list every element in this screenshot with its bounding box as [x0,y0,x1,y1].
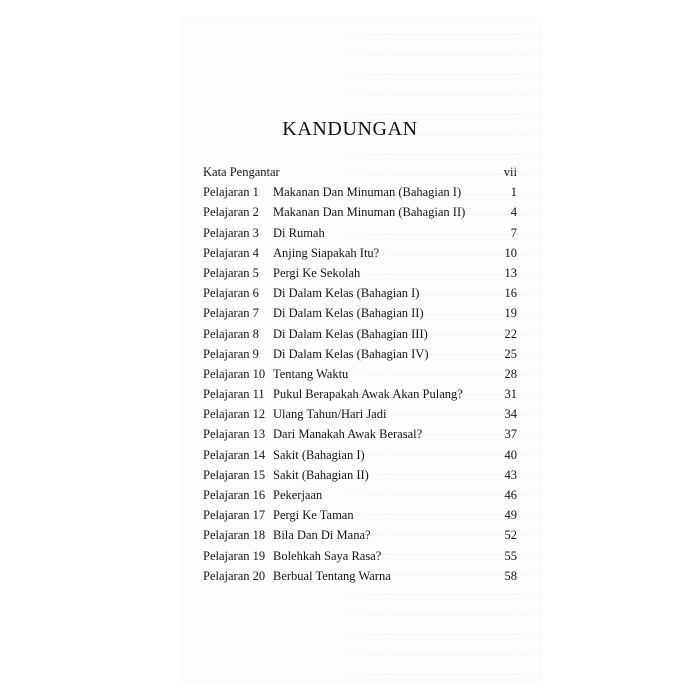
page-number: 43 [504,467,517,482]
toc-row [203,303,517,323]
page-number: 19 [504,306,517,321]
preface-label: Kata Pengantar [203,165,280,179]
lesson-title: Bolehkah Saya Rasa? [273,548,382,563]
page-number: 13 [504,265,517,280]
lesson-number: Pelajaran 10 [203,366,266,381]
table-of-contents [203,162,517,586]
lesson-number: Pelajaran 7 [203,306,259,321]
lesson-number: Pelajaran 4 [203,245,259,260]
toc-row [203,384,517,404]
page-number: 55 [504,548,517,563]
page-number: 49 [504,508,517,523]
page-title: KANDUNGAN [282,118,418,140]
lesson-number: Pelajaran 5 [203,265,259,280]
lesson-title: Pergi Ke Sekolah [273,265,361,280]
lesson-title: Di Dalam Kelas (Bahagian IV) [273,346,429,361]
lesson-number: Pelajaran 17 [203,508,266,523]
preface-page-number: vii [503,165,517,179]
lesson-title: Pukul Berapakah Awak Akan Pulang? [273,387,463,402]
lesson-number: Pelajaran 3 [203,225,259,240]
lesson-number: Pelajaran 11 [203,387,265,402]
lesson-number: Pelajaran 1 [203,185,259,200]
lesson-number: Pelajaran 20 [203,568,266,583]
page-number: 46 [504,488,517,502]
lesson-title: Dari Manakah Awak Berasal? [273,427,423,442]
page-number: 1 [510,185,517,200]
lesson-title: Sakit (Bahagian II) [273,467,369,482]
lesson-number: Pelajaran 13 [203,427,266,442]
lesson-title: Di Dalam Kelas (Bahagian III) [273,326,428,341]
toc-row [203,223,517,243]
page-number: 31 [504,387,517,402]
lesson-number: Pelajaran 6 [203,286,259,301]
toc-preface-row [203,162,517,182]
lesson-number: Pelajaran 2 [203,205,259,220]
lesson-title: Ulang Tahun/Hari Jadi [273,407,387,422]
toc-row [203,283,517,303]
page-number: 7 [510,225,517,240]
toc-row [203,202,517,222]
page-number: 16 [504,286,517,301]
page-number: 37 [504,427,517,442]
page-number: 34 [504,407,517,422]
toc-row [203,505,517,525]
lesson-title: Berbual Tentang Warna [273,568,391,583]
page-number: 52 [504,528,517,543]
toc-row [203,424,517,444]
toc-row [203,485,517,505]
lesson-title: Makanan Dan Minuman (Bahagian II) [273,205,466,220]
lesson-title: Di Dalam Kelas (Bahagian I) [273,286,420,301]
lesson-number: Pelajaran 8 [203,326,259,341]
toc-row [203,364,517,384]
lesson-number: Pelajaran 18 [203,528,266,543]
toc-row [203,404,517,424]
lesson-title: Makanan Dan Minuman (Bahagian I) [273,185,462,200]
page-number: 58 [504,568,517,583]
toc-row [203,465,517,485]
toc-row [203,566,517,586]
lesson-number: Pelajaran 14 [203,447,266,462]
lesson-title: Bila Dan Di Mana? [273,528,371,543]
lesson-title: Di Rumah [273,225,325,240]
lesson-number: Pelajaran 9 [203,346,259,361]
toc-row [203,263,517,283]
lesson-number: Pelajaran 16 [203,488,266,502]
toc-row [203,525,517,545]
page-number: 22 [504,326,517,341]
lesson-number: Pelajaran 12 [203,407,266,422]
page-number: 10 [504,245,517,260]
lesson-number: Pelajaran 15 [203,467,266,482]
lesson-title: Di Dalam Kelas (Bahagian II) [273,306,424,321]
lesson-title: Tentang Waktu [273,366,349,381]
page-number: 4 [510,205,517,220]
toc-row [203,344,517,364]
lesson-title: Pekerjaan [273,488,323,502]
page-number: 25 [504,346,517,361]
toc-row [203,546,517,566]
toc-row [203,445,517,465]
lesson-number: Pelajaran 19 [203,548,266,563]
lesson-title: Sakit (Bahagian I) [273,447,365,462]
toc-row [203,324,517,344]
lesson-title: Pergi Ke Taman [273,508,354,523]
toc-row [203,243,517,263]
page-number: 28 [504,366,517,381]
toc-row [203,182,517,202]
page-number: 40 [504,447,517,462]
lesson-title: Anjing Siapakah Itu? [273,245,380,260]
